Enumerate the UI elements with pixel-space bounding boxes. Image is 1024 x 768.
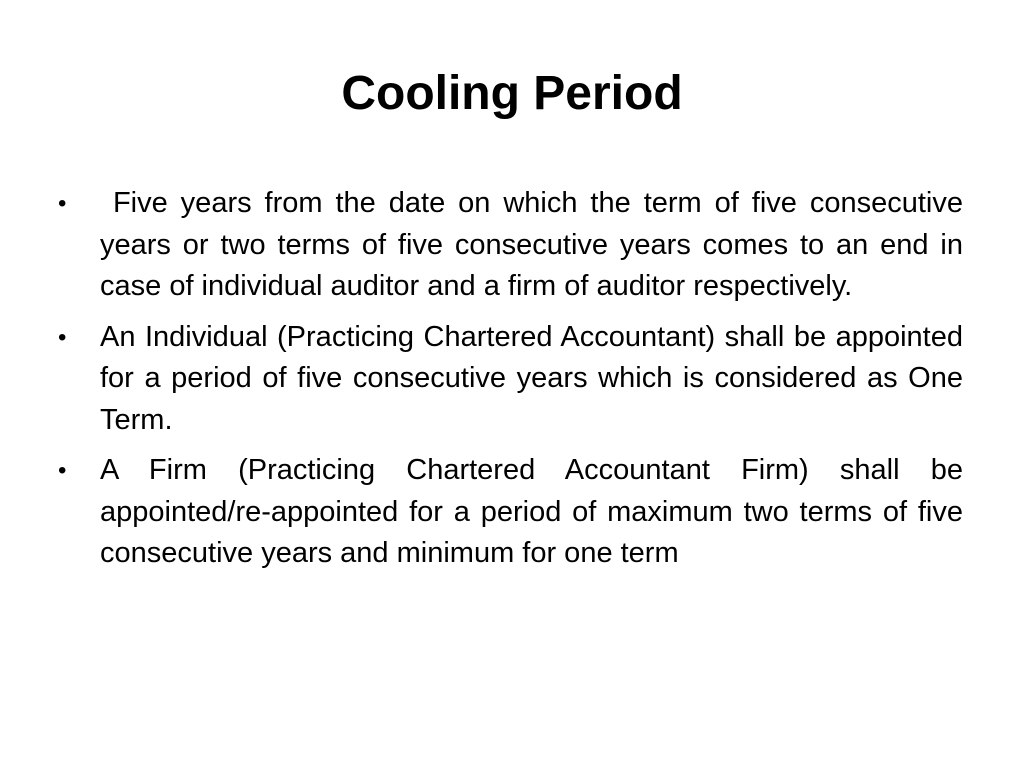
bullet-icon: • (58, 190, 67, 217)
bullet-list (58, 183, 972, 584)
bullet-item-individual (58, 317, 963, 442)
bullet-icon: • (58, 457, 67, 484)
bullet-text: A Firm (Practicing Chartered Accountant Firm) shall be appointed/re-appointed for a period of maximum two terms of five consecutive years and minimum for one term (100, 454, 963, 569)
slide-title: Cooling Period (341, 67, 683, 120)
bullet-text: Five years from the date on which the term of five consecutive years or two terms of five consecutive years comes to an end in case of individual auditor and a firm of auditor respectively. (100, 187, 972, 302)
bullet-item-firm (58, 450, 963, 575)
bullet-text: An Individual (Practicing Chartered Accountant) shall be appointed for a period of five consecutive years which is considered as One Term. (100, 320, 963, 436)
bullet-icon: • (58, 323, 67, 351)
bullet-item-cooling-period (58, 183, 972, 308)
